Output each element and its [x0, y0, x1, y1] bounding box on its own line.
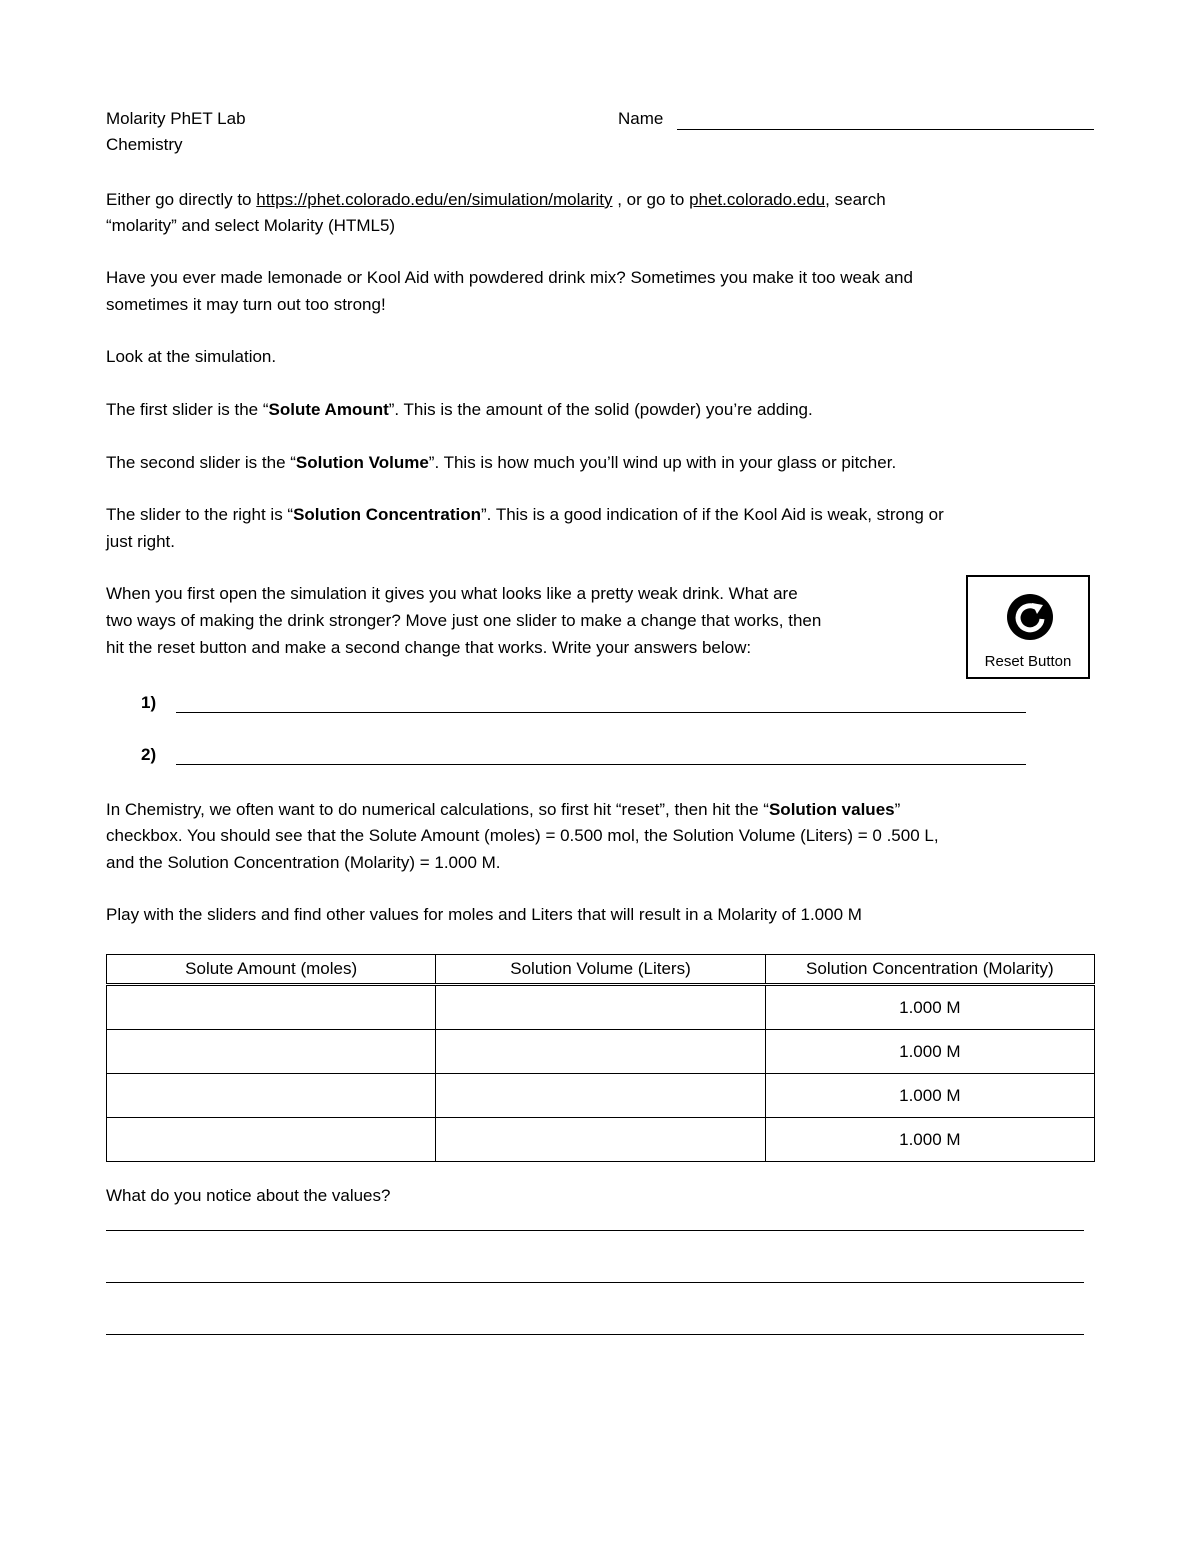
solution-values-term: Solution values — [768, 800, 895, 819]
header-solution-concentration: Solution Concentration (Molarity) — [765, 955, 1094, 985]
question-line-3: hit the reset button and make a second change that works. Write your answers below: — [106, 638, 752, 657]
header-solution-volume: Solution Volume (Liters) — [436, 955, 765, 985]
slider-1-suffix: ”. This is the amount of the solid (powder) you’re adding. — [388, 400, 813, 419]
notice-question: What do you notice about the values? — [106, 1186, 391, 1205]
concentration-cell: 1.000 M — [765, 1074, 1094, 1118]
concentration-cell: 1.000 M — [765, 1118, 1094, 1162]
slider-2-prefix: The second slider is the “ — [106, 453, 296, 472]
slider-1-name: Solute Amount — [268, 400, 389, 419]
concentration-cell: 1.000 M — [765, 1030, 1094, 1074]
reset-button-figure — [966, 575, 1090, 679]
solution-volume-cell[interactable] — [436, 1118, 765, 1162]
chemistry-line-1-suffix: ” — [894, 800, 901, 819]
values-table — [106, 954, 1095, 1162]
slider-3-prefix: The slider to the right is “ — [106, 505, 294, 524]
intro-prefix: Either go directly to — [106, 190, 257, 209]
solution-volume-cell[interactable] — [436, 985, 765, 1030]
concentration-cell: 1.000 M — [765, 985, 1094, 1030]
answer-number-1: 1) — [141, 693, 157, 712]
header-solute-amount: Solute Amount (moles) — [107, 955, 436, 985]
slider-2-suffix: ”. This is how much you’ll wind up with in your glass or pitcher. — [428, 453, 897, 472]
notice-answer-line-3[interactable] — [106, 1334, 1084, 1335]
table-row — [107, 985, 1095, 1030]
intro-middle: , or go to — [612, 190, 690, 209]
notice-answer-line-1[interactable] — [106, 1230, 1084, 1231]
molarity-simulation-link[interactable]: https://phet.colorado.edu/en/simulation/molarity — [256, 190, 613, 209]
reset-button-caption: Reset Button — [984, 653, 1072, 670]
solute-amount-cell[interactable] — [107, 1118, 436, 1162]
reset-icon — [1004, 591, 1056, 643]
answer-number-2: 2) — [141, 745, 157, 764]
table-row — [107, 1118, 1095, 1162]
slider-3-line-2: just right. — [106, 532, 175, 551]
lemonade-line-1: Have you ever made lemonade or Kool Aid with powdered drink mix? Sometimes you make it too weak and — [106, 268, 913, 287]
slider-1-description — [106, 396, 813, 423]
slider-3-name: Solution Concentration — [293, 505, 482, 524]
table-row — [107, 1074, 1095, 1118]
table-header-row — [107, 955, 1095, 985]
intro-line-1 — [106, 186, 886, 213]
table-row — [107, 1030, 1095, 1074]
answer-line-2[interactable] — [176, 764, 1026, 765]
name-field-line[interactable] — [677, 129, 1094, 130]
chemistry-line-1 — [106, 796, 900, 823]
chemistry-line-1-prefix: In Chemistry, we often want to do numerical calculations, so first hit “reset”, then hit the “ — [106, 800, 769, 819]
question-line-2: two ways of making the drink stronger? Move just one slider to make a change that works, then — [106, 611, 822, 630]
solute-amount-cell[interactable] — [107, 1030, 436, 1074]
answer-line-1[interactable] — [176, 712, 1026, 713]
solute-amount-cell[interactable] — [107, 985, 436, 1030]
slider-3-suffix: ”. This is a good indication of if the Kool Aid is weak, strong or — [481, 505, 944, 524]
intro-line-2: “molarity” and select Molarity (HTML5) — [106, 216, 396, 235]
chemistry-line-3: and the Solution Concentration (Molarity) = 1.000 M. — [106, 853, 501, 872]
solute-amount-cell[interactable] — [107, 1074, 436, 1118]
worksheet-title: Molarity PhET Lab — [106, 109, 246, 128]
notice-answer-line-2[interactable] — [106, 1282, 1084, 1283]
subject-label: Chemistry — [106, 135, 183, 154]
intro-suffix: , search — [825, 190, 886, 209]
slider-2-name: Solution Volume — [295, 453, 429, 472]
solution-volume-cell[interactable] — [436, 1030, 765, 1074]
slider-2-description — [106, 449, 896, 476]
look-instruction: Look at the simulation. — [106, 347, 277, 366]
solution-volume-cell[interactable] — [436, 1074, 765, 1118]
lemonade-line-2: sometimes it may turn out too strong! — [106, 295, 386, 314]
phet-home-link[interactable]: phet.colorado.edu — [689, 190, 826, 209]
chemistry-line-2: checkbox. You should see that the Solute Amount (moles) = 0.500 mol, the Solution Volume (Liters) = 0 .500 L, — [106, 826, 939, 845]
slider-3-description — [106, 501, 944, 528]
name-label: Name — [618, 109, 664, 128]
play-instruction: Play with the sliders and find other values for moles and Liters that will result in a Molarity of 1.000 M — [106, 905, 862, 924]
slider-1-prefix: The first slider is the “ — [106, 400, 269, 419]
question-line-1: When you first open the simulation it gives you what looks like a pretty weak drink. What are — [106, 584, 798, 603]
